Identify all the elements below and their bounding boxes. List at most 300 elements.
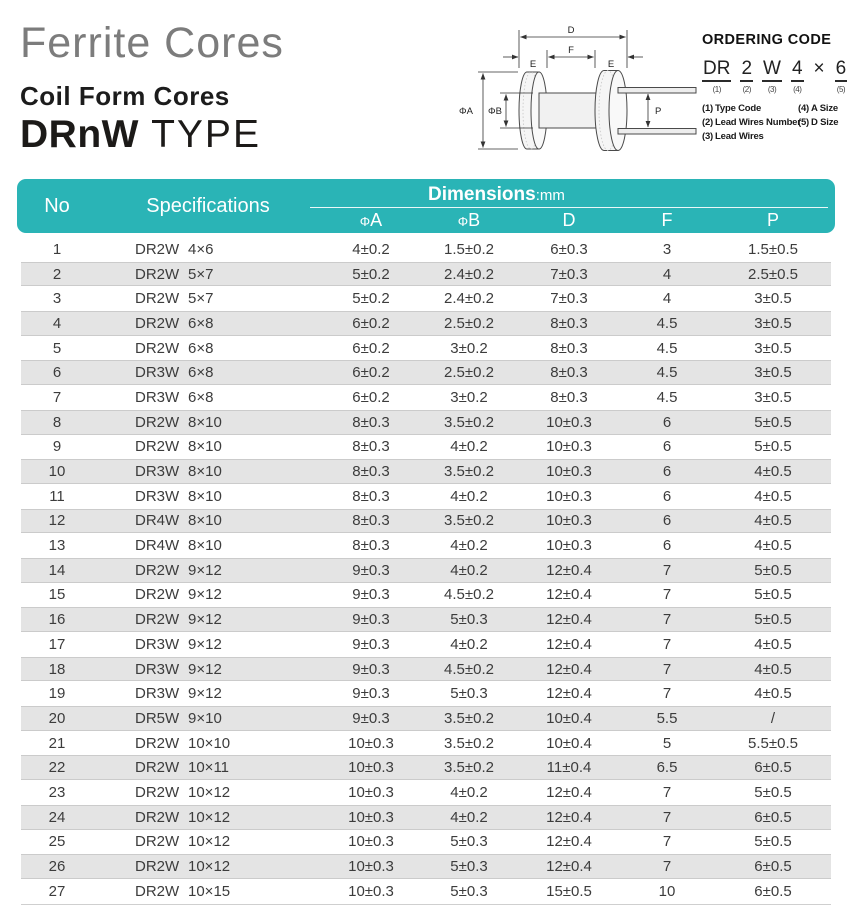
- spec-model: DR2W: [135, 438, 180, 456]
- cell-no: 26: [48, 858, 66, 876]
- series-suffix: TYPE: [138, 113, 261, 157]
- cell-f: 10: [658, 882, 676, 900]
- cell-d: 12±0.4: [546, 561, 592, 579]
- cell-specification: [93, 784, 323, 801]
- cell-d: 10±0.3: [546, 438, 592, 456]
- cell-phi-b: 4±0.2: [450, 808, 488, 826]
- cell-f: 7: [662, 858, 672, 876]
- spec-size: 10×12: [188, 858, 231, 876]
- header-col-phi-b: ΦB: [457, 210, 481, 230]
- cell-p: 5±0.5: [754, 783, 792, 801]
- cell-no: 20: [48, 709, 66, 727]
- spec-size: 9×12: [188, 685, 222, 703]
- cell-d: 12±0.4: [546, 660, 592, 678]
- cell-f: 5: [662, 734, 672, 752]
- spec-model: DR2W: [135, 561, 180, 579]
- legend-item: (3) Lead Wires: [702, 131, 764, 142]
- header-col-phi-a: ΦA: [359, 210, 383, 230]
- spec-model: DR2W: [135, 339, 180, 357]
- spec-size: 10×12: [188, 833, 231, 851]
- header-dimension-columns: [21, 208, 831, 233]
- spec-model: DR2W: [135, 413, 180, 431]
- header-col-p: P: [766, 210, 779, 230]
- ordering-code-segment: ×: [813, 58, 825, 79]
- cell-specification: [93, 438, 323, 455]
- cell-phi-b: 2.5±0.2: [444, 364, 494, 382]
- cell-f: 7: [662, 561, 672, 579]
- table-row: [21, 681, 831, 706]
- cell-d: 11±0.4: [546, 759, 592, 777]
- right-flange-face: [609, 71, 627, 151]
- cell-specification: [93, 290, 323, 307]
- cell-phi-a: 10±0.3: [348, 734, 394, 752]
- cell-phi-a: 8±0.3: [352, 438, 390, 456]
- cell-specification: [93, 759, 323, 776]
- table-row: [21, 879, 831, 904]
- cell-specification: [93, 512, 323, 529]
- table-row: [21, 632, 831, 657]
- spec-size: 8×10: [188, 512, 222, 530]
- cell-specification: [93, 537, 323, 554]
- cell-d: 7±0.3: [550, 265, 588, 283]
- page-title: Ferrite Cores: [20, 19, 284, 67]
- cell-no: 14: [48, 561, 66, 579]
- spec-size: 8×10: [188, 463, 222, 481]
- spec-model: DR2W: [135, 858, 180, 876]
- cell-d: 8±0.3: [550, 339, 588, 357]
- cell-phi-b: 5±0.3: [450, 882, 488, 900]
- cell-phi-b: 4±0.2: [450, 487, 488, 505]
- spec-size: 10×12: [188, 783, 231, 801]
- cell-phi-b: 4±0.2: [450, 537, 488, 555]
- legend-item: (1) Type Code: [702, 103, 762, 114]
- cell-specification: [93, 883, 323, 900]
- cell-d: 8±0.3: [550, 388, 588, 406]
- cell-phi-b: 2.5±0.2: [444, 314, 494, 332]
- cell-no: 2: [52, 265, 62, 283]
- table-header: [17, 179, 835, 233]
- cell-phi-a: 10±0.3: [348, 783, 394, 801]
- table-row: [21, 755, 831, 780]
- cell-phi-b: 3±0.2: [450, 339, 488, 357]
- cell-f: 7: [662, 586, 672, 604]
- cell-specification: [93, 710, 323, 727]
- table-row: [21, 360, 831, 385]
- cell-phi-a: 6±0.2: [352, 339, 390, 357]
- cell-f: 4.5: [656, 314, 678, 332]
- cell-f: 4.5: [656, 364, 678, 382]
- cell-phi-b: 4±0.2: [450, 438, 488, 456]
- cell-no: 19: [48, 685, 66, 703]
- cell-specification: [93, 735, 323, 752]
- cell-phi-b: 3.5±0.2: [444, 463, 494, 481]
- series-name: DRnW: [20, 113, 139, 157]
- cell-phi-a: 4±0.2: [352, 240, 390, 258]
- cell-p: 4±0.5: [754, 487, 792, 505]
- dim-label-p: P: [655, 106, 662, 117]
- spec-size: 8×10: [188, 487, 222, 505]
- cell-d: 8±0.3: [550, 314, 588, 332]
- cell-no: 8: [52, 413, 62, 431]
- lead-wire-bottom: [618, 129, 696, 135]
- legend-item: (5) D Size: [798, 117, 839, 128]
- spec-size: 6×8: [188, 388, 214, 406]
- cell-no: 7: [52, 388, 62, 406]
- dim-label-d: D: [567, 25, 575, 36]
- cell-f: 7: [662, 635, 672, 653]
- cell-p: 1.5±0.5: [748, 240, 798, 258]
- cell-no: 6: [52, 364, 62, 382]
- cell-phi-a: 8±0.3: [352, 463, 390, 481]
- spec-size: 5×7: [188, 290, 214, 308]
- cell-f: 7: [662, 808, 672, 826]
- table-row: [21, 509, 831, 534]
- table-row: [21, 484, 831, 509]
- cell-specification: [93, 586, 323, 603]
- cell-p: 4±0.5: [754, 512, 792, 530]
- spec-size: 9×12: [188, 561, 222, 579]
- cell-phi-b: 4±0.2: [450, 783, 488, 801]
- series-type-title: [20, 114, 420, 157]
- spec-size: 10×11: [188, 759, 230, 777]
- cell-p: 5±0.5: [754, 561, 792, 579]
- ordering-code-segment: 4 (4): [791, 58, 803, 94]
- spec-size: 6×8: [188, 364, 214, 382]
- masthead: [20, 20, 420, 157]
- cell-no: 15: [48, 586, 66, 604]
- cell-f: 3: [662, 240, 672, 258]
- spec-size: 4×6: [188, 240, 214, 258]
- cell-phi-b: 5±0.3: [450, 858, 488, 876]
- ordering-code-panel: [702, 32, 848, 142]
- cell-p: 2.5±0.5: [748, 265, 798, 283]
- cell-phi-a: 10±0.3: [348, 759, 394, 777]
- cell-phi-b: 4.5±0.2: [444, 586, 494, 604]
- table-row: [21, 583, 831, 608]
- spec-size: 9×10: [188, 709, 222, 727]
- cell-phi-a: 10±0.3: [348, 882, 394, 900]
- cell-p: 4±0.5: [754, 685, 792, 703]
- cell-p: 5±0.5: [754, 833, 792, 851]
- dim-label-phi-a: ΦA: [459, 106, 473, 117]
- cell-phi-a: 8±0.3: [352, 413, 390, 431]
- cell-d: 10±0.3: [546, 463, 592, 481]
- cell-p: 5±0.5: [754, 413, 792, 431]
- cell-phi-a: 6±0.2: [352, 314, 390, 332]
- dim-label-e-right: E: [607, 59, 615, 70]
- spec-size: 8×10: [188, 413, 222, 431]
- cell-f: 5.5: [656, 709, 678, 727]
- spec-size: 10×15: [188, 882, 231, 900]
- core-dimension-diagram: [428, 12, 704, 164]
- cell-no: 11: [49, 487, 65, 505]
- cell-phi-a: 8±0.3: [352, 537, 390, 555]
- spec-model: DR2W: [135, 314, 180, 332]
- cell-f: 7: [662, 783, 672, 801]
- spec-size: 9×12: [188, 611, 222, 629]
- cell-f: 7: [662, 833, 672, 851]
- cell-phi-a: 9±0.3: [352, 660, 390, 678]
- ordering-code-segment: 2 (2): [741, 58, 753, 94]
- cell-specification: [93, 562, 323, 579]
- cell-no: 5: [52, 339, 62, 357]
- cell-specification: [93, 858, 323, 875]
- header-dimensions: Dimensions:mm: [428, 184, 565, 205]
- table-row: [21, 780, 831, 805]
- cell-phi-b: 5±0.3: [450, 611, 488, 629]
- page-subtitle: Coil Form Cores: [20, 81, 230, 112]
- cell-phi-a: 5±0.2: [352, 290, 390, 308]
- cell-phi-b: 3.5±0.2: [444, 734, 494, 752]
- cell-f: 7: [662, 660, 672, 678]
- cell-d: 10±0.3: [546, 487, 592, 505]
- spec-model: DR3W: [135, 388, 180, 406]
- cell-no: 16: [48, 611, 66, 629]
- cell-d: 12±0.4: [546, 858, 592, 876]
- cell-d: 12±0.4: [546, 635, 592, 653]
- spec-size: 9×12: [188, 586, 222, 604]
- ordering-code-segment: DR (1): [703, 58, 731, 94]
- cell-phi-a: 8±0.3: [352, 487, 390, 505]
- cell-specification: [93, 636, 323, 653]
- spec-model: DR2W: [135, 783, 180, 801]
- spec-model: DR2W: [135, 759, 180, 777]
- ordering-code-example: [702, 59, 848, 94]
- spec-model: DR3W: [135, 487, 180, 505]
- table-row: [21, 459, 831, 484]
- cell-p: 3±0.5: [754, 314, 792, 332]
- cell-no: 27: [48, 882, 66, 900]
- cell-specification: [93, 463, 323, 480]
- dim-label-e-left: E: [529, 59, 537, 70]
- cell-phi-b: 1.5±0.2: [444, 240, 494, 258]
- cell-f: 4: [662, 290, 672, 308]
- cell-p: 5±0.5: [754, 586, 792, 604]
- cell-phi-b: 4±0.2: [450, 635, 488, 653]
- cell-phi-b: 3±0.2: [450, 388, 488, 406]
- cell-d: 12±0.4: [546, 586, 592, 604]
- dim-label-phi-b: ΦB: [488, 106, 502, 117]
- cell-d: 12±0.4: [546, 685, 592, 703]
- spec-model: DR2W: [135, 808, 180, 826]
- table-row: [21, 731, 831, 756]
- cell-p: 3±0.5: [754, 290, 792, 308]
- cell-specification: [93, 340, 323, 357]
- cell-no: 12: [48, 512, 66, 530]
- cell-f: 6: [662, 413, 672, 431]
- spec-model: DR3W: [135, 635, 180, 653]
- cell-p: 5.5±0.5: [748, 734, 798, 752]
- table-row: [21, 286, 831, 311]
- spec-size: 10×10: [188, 734, 231, 752]
- cell-f: 7: [662, 611, 672, 629]
- cell-specification: [93, 266, 323, 283]
- header-col-d: D: [562, 210, 576, 230]
- spec-model: DR2W: [135, 290, 180, 308]
- cell-p: 4±0.5: [754, 660, 792, 678]
- cell-no: 3: [52, 290, 62, 308]
- cell-no: 1: [52, 240, 62, 258]
- cell-f: 6: [662, 463, 672, 481]
- cell-p: /: [770, 709, 776, 727]
- cell-d: 7±0.3: [550, 290, 588, 308]
- cell-phi-a: 9±0.3: [352, 611, 390, 629]
- cell-d: 10±0.3: [546, 537, 592, 555]
- spec-model: DR2W: [135, 240, 180, 258]
- cell-f: 6.5: [656, 759, 678, 777]
- cell-f: 4.5: [656, 388, 678, 406]
- cell-specification: [93, 685, 323, 702]
- cell-f: 6: [662, 487, 672, 505]
- cell-d: 12±0.4: [546, 833, 592, 851]
- cell-p: 6±0.5: [754, 858, 792, 876]
- table-row: [21, 533, 831, 558]
- spec-size: 5×7: [188, 265, 214, 283]
- cell-p: 6±0.5: [754, 759, 792, 777]
- table-row: [21, 410, 831, 435]
- cell-no: 18: [48, 660, 66, 678]
- cell-specification: [93, 389, 323, 406]
- spec-size: 9×12: [188, 660, 222, 678]
- table-row: [21, 262, 831, 287]
- ordering-code-legend: [702, 103, 848, 142]
- dim-label-f: F: [568, 45, 574, 56]
- spec-size: 10×12: [188, 808, 231, 826]
- cell-f: 6: [662, 438, 672, 456]
- spec-model: DR2W: [135, 833, 180, 851]
- cell-p: 6±0.5: [754, 882, 792, 900]
- drum-core-drawing: [428, 12, 704, 164]
- spec-size: 9×12: [188, 635, 222, 653]
- cell-phi-b: 3.5±0.2: [444, 709, 494, 727]
- table-row: [21, 854, 831, 879]
- cell-f: 7: [662, 685, 672, 703]
- cell-f: 4: [662, 265, 672, 283]
- cell-p: 5±0.5: [754, 611, 792, 629]
- cell-specification: [93, 611, 323, 628]
- cell-p: 3±0.5: [754, 388, 792, 406]
- cell-specification: [93, 364, 323, 381]
- cell-d: 15±0.5: [546, 882, 592, 900]
- cell-d: 10±0.4: [546, 709, 592, 727]
- cell-p: 5±0.5: [754, 438, 792, 456]
- cell-phi-a: 5±0.2: [352, 265, 390, 283]
- lead-wire-top: [618, 88, 696, 94]
- table-body: [21, 237, 831, 905]
- spec-model: DR2W: [135, 611, 180, 629]
- cell-no: 21: [48, 734, 66, 752]
- spec-model: DR3W: [135, 463, 180, 481]
- spec-model: DR5W: [135, 709, 180, 727]
- cell-d: 12±0.4: [546, 611, 592, 629]
- cell-phi-b: 3.5±0.2: [444, 413, 494, 431]
- cell-d: 10±0.3: [546, 512, 592, 530]
- ordering-code-title: ORDERING CODE: [702, 32, 832, 48]
- cell-phi-a: 10±0.3: [348, 808, 394, 826]
- ordering-code-segment: W (3): [763, 58, 781, 94]
- table-row: [21, 657, 831, 682]
- cell-phi-b: 3.5±0.2: [444, 759, 494, 777]
- cell-no: 10: [48, 463, 66, 481]
- legend-item: (4) A Size: [798, 103, 838, 114]
- cell-no: 25: [48, 833, 66, 851]
- spec-model: DR3W: [135, 685, 180, 703]
- cell-p: 4±0.5: [754, 635, 792, 653]
- header-col-f: F: [661, 210, 673, 230]
- header-no: No: [44, 195, 70, 217]
- table-row: [21, 558, 831, 583]
- table-row: [21, 805, 831, 830]
- spec-model: DR3W: [135, 364, 180, 382]
- cell-p: 3±0.5: [754, 339, 792, 357]
- table-row: [21, 706, 831, 731]
- cell-d: 12±0.4: [546, 808, 592, 826]
- cell-no: 23: [48, 783, 66, 801]
- spec-size: 6×8: [188, 339, 214, 357]
- spec-model: DR2W: [135, 265, 180, 283]
- cell-phi-a: 10±0.3: [348, 858, 394, 876]
- cell-phi-b: 4±0.2: [450, 561, 488, 579]
- cell-no: 13: [48, 537, 66, 555]
- cell-phi-b: 4.5±0.2: [444, 660, 494, 678]
- cell-phi-a: 9±0.3: [352, 561, 390, 579]
- cell-d: 10±0.3: [546, 413, 592, 431]
- cell-d: 6±0.3: [550, 240, 588, 258]
- cell-no: 24: [48, 808, 66, 826]
- cell-phi-b: 2.4±0.2: [444, 265, 494, 283]
- cell-phi-a: 6±0.2: [352, 388, 390, 406]
- cell-d: 12±0.4: [546, 783, 592, 801]
- cell-specification: [93, 833, 323, 850]
- cell-specification: [93, 661, 323, 678]
- spec-model: DR4W: [135, 512, 180, 530]
- table-row: [21, 311, 831, 336]
- cell-phi-a: 9±0.3: [352, 709, 390, 727]
- cell-phi-a: 8±0.3: [352, 512, 390, 530]
- table-row: [21, 385, 831, 410]
- cell-specification: [93, 414, 323, 431]
- cell-phi-a: 6±0.2: [352, 364, 390, 382]
- cell-phi-a: 9±0.3: [352, 635, 390, 653]
- spec-model: DR3W: [135, 660, 180, 678]
- cell-no: 17: [48, 635, 66, 653]
- cell-p: 4±0.5: [754, 463, 792, 481]
- cell-phi-b: 5±0.3: [450, 685, 488, 703]
- cell-d: 8±0.3: [550, 364, 588, 382]
- cell-f: 6: [662, 512, 672, 530]
- spec-model: DR2W: [135, 586, 180, 604]
- legend-item: (2) Lead Wires Number: [702, 117, 801, 128]
- spec-size: 8×10: [188, 438, 222, 456]
- table-row: [21, 607, 831, 632]
- spec-size: 6×8: [188, 314, 214, 332]
- cell-p: 6±0.5: [754, 808, 792, 826]
- cell-specification: [93, 809, 323, 826]
- cell-d: 10±0.4: [546, 734, 592, 752]
- cell-specification: [93, 488, 323, 505]
- header-specifications: Specifications: [146, 195, 270, 217]
- table-row: [21, 336, 831, 361]
- cell-no: 4: [52, 314, 62, 332]
- cell-phi-a: 9±0.3: [352, 685, 390, 703]
- ordering-code-segment: 6 (5): [835, 58, 847, 94]
- cell-phi-a: 10±0.3: [348, 833, 394, 851]
- cell-specification: [93, 315, 323, 332]
- cell-phi-b: 3.5±0.2: [444, 512, 494, 530]
- cell-specification: [93, 241, 323, 258]
- table-row: [21, 237, 831, 262]
- cell-p: 4±0.5: [754, 537, 792, 555]
